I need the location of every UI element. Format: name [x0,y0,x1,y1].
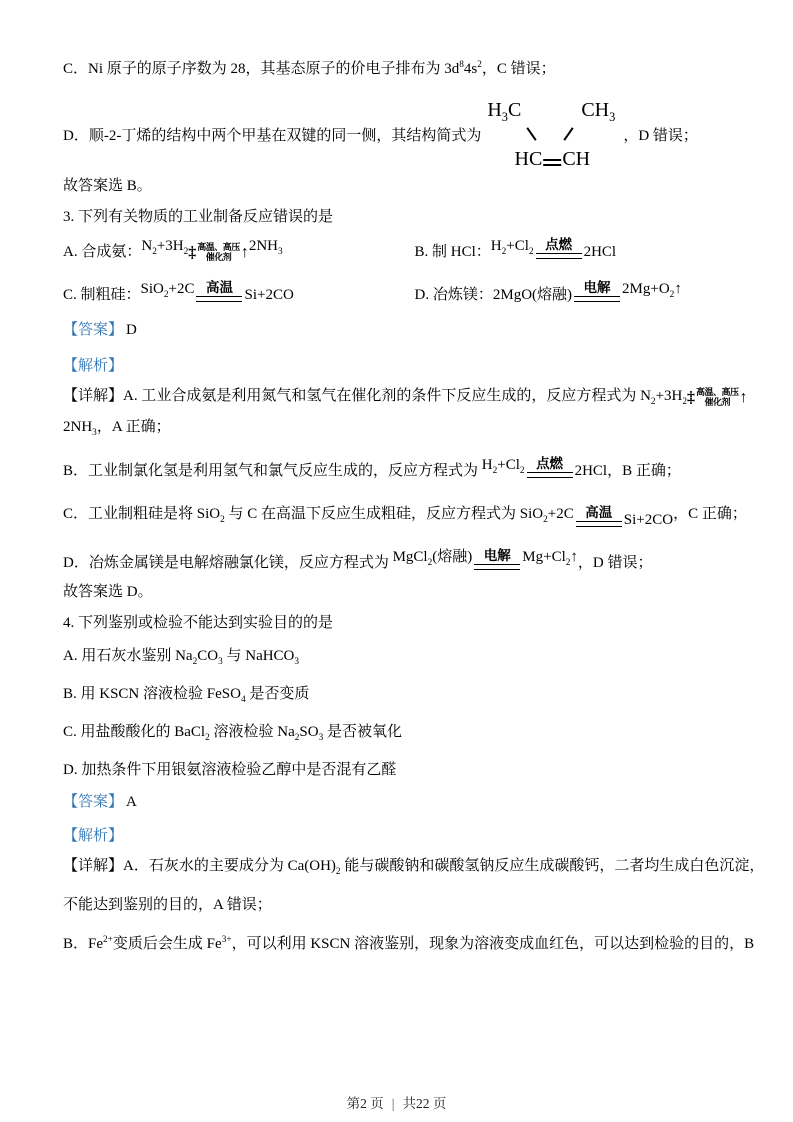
q3-option-c [63,280,415,305]
q3-answer-value: D [126,322,137,338]
equation-silicon [520,505,673,530]
double-line [196,296,242,302]
q3-option-b-label: B. 制 HCl： [414,244,491,260]
q3-option-d-label: D. 冶炼镁： [414,287,493,303]
question-4-title: 4. 下列鉴别或检验不能达到实验目的的是 [63,615,334,632]
answer-label: 【答案】 [63,794,124,811]
q3-detail-a-line2: $2NH_3$，A 正确； [63,419,171,439]
condition-bottom: 催化剂 [205,252,232,262]
q3-option-a [63,237,415,262]
condition-label: 点燃 [545,237,573,252]
equation-magnesium-chloride [393,548,578,573]
q2-option-c-analysis: C．Ni 原子的原子序数为 28，其基态原子的价电子排布为 $3d^84s^2$，C 错误； [63,60,556,77]
double-line [536,253,582,259]
q3-detail-b-text: B．工业制氯化氢是利用氢气和氯气反应生成的，反应方程式为 [63,463,482,480]
q3-detail-c-verdict: ，C 正确； [673,506,747,523]
double-line [574,296,620,302]
equilibrium-arrow-glyph-left: ‡ [188,243,197,261]
q3-detail-c [63,505,747,530]
q4-option-d: D. 加热条件下用银氨溶液检验乙醇中是否混有乙醛 [63,762,397,779]
q3-options-row-2 [63,280,739,305]
eq-right: Si+2CO [623,512,674,529]
double-line [527,472,573,478]
double-line [576,521,622,527]
page-footer [0,1092,793,1112]
q3-option-a-label: A. 合成氨： [63,244,142,260]
equilibrium-arrow-glyph-right: ↑ [739,388,748,406]
q3-option-d [415,280,739,305]
analysis-label: 【解析】 [63,358,124,374]
eq-left: SiO$_2$+2C [519,506,574,526]
question-3-title: 3. 下列有关物质的工业制备反应错误的是 [63,209,334,225]
equation-hcl [491,237,616,262]
answer-label: 【答案】 [63,322,124,338]
eq-right: $Mg+Cl_2↑$ [522,549,578,569]
eq-left: 2MgO(熔融) [492,287,573,303]
butene-ch-right: CH [562,148,591,170]
condition-label: 高温 [585,505,613,521]
eq-left: $H_2+Cl_2$ [481,457,525,477]
q3-detail-a [63,387,748,412]
equilibrium-arrow [687,387,748,407]
q3-option-c-label: C. 制粗硅： [63,287,141,303]
condition-bottom: 催化剂 [704,397,731,407]
q3-detail-c-text: C．工业制粗硅是将 SiO$_2$ 与 C 在高温下反应生成粗硅，反应方程式为 [63,506,520,526]
equilibrium-conditions [197,242,240,262]
q3-detail-d [63,548,739,573]
equilibrium-conditions [696,387,739,407]
cis-2-butene-structure [485,99,619,170]
condition-top: 高温、高压 [696,387,739,397]
butene-ch-left: HC [514,148,543,170]
equation-hcl [482,456,607,481]
eq-right: 2HCl [574,463,608,480]
q2-conclusion: 故答案选 B。 [63,178,152,194]
q4-detail-a-line1: 【详解】A．石灰水的主要成分为 $Ca(OH)_2$ 能与碳酸钠和碳酸氢钠反应生成碳酸钙，二者均生成白色沉淀， [63,858,765,878]
equilibrium-arrow-glyph-right: ↑ [240,243,249,261]
condition-label: 高温 [205,280,233,295]
q3-detail-b-verdict: ，B 正确； [607,463,681,480]
condition-label: 点燃 [536,456,564,472]
q3-detail-d-verdict: ，D 错误； [577,555,653,572]
q3-detail-b [63,456,739,481]
analysis-label: 【解析】 [63,828,124,845]
eq-left: SiO$_2$+2C [140,281,195,300]
q4-option-c: C. 用盐酸酸化的 BaCl$_2$ 溶液检验 $Na_2SO_3$ 是否被氧化 [63,724,403,744]
q4-answer-value: A [126,794,137,811]
q4-analysis-label [63,827,739,846]
eq-left: $H_2+Cl_2$ [490,238,534,257]
q3-detail-a-text: 【详解】A. 工业合成氨是利用氮气和氢气在催化剂的条件下反应生成的，反应方程式为 $N_2+3H_2$ [63,388,688,408]
equation-magnesium [493,280,682,305]
eq-right: Si+2CO [244,287,294,303]
reaction-condition [474,548,520,570]
butene-single-bond-left [527,127,537,140]
reaction-condition [527,456,573,478]
equilibrium-arrow [188,242,249,262]
q3-options-row-1 [63,237,739,262]
equilibrium-arrow-glyph-left: ‡ [687,388,696,406]
q2-option-d-verdict: ，D 错误； [623,127,698,144]
reaction-condition [576,505,622,527]
eq-left: $N_2+3H_2$ [141,238,189,257]
q3-conclusion: 故答案选 D。 [63,584,153,601]
q2-option-d-analysis [63,99,739,170]
condition-top: 高温、高压 [197,242,240,252]
q4-option-a: A. 用石灰水鉴别 $Na_2CO_3$ 与 NaHCO$_3$ [63,648,300,668]
reaction-condition [196,280,242,302]
q3-answer-line [63,321,739,340]
q3-detail-d-text: D．冶炼金属镁是电解熔融氯化镁，反应方程式为 [63,555,393,572]
q4-detail-b: B．$Fe^{2+}$变质后会生成 $Fe^{3+}$，可以利用 KSCN 溶液鉴别，现象为溶液变成血红色，可以达到检验的目的，B [63,935,755,953]
butene-double-bond [543,159,561,166]
butene-methyl-left: $H_3C$ [487,99,522,124]
reaction-condition [574,280,620,302]
equation-ammonia-synthesis [141,237,282,262]
condition-label: 电解 [583,280,611,295]
eq-right: $2NH_3$ [248,238,283,257]
eq-left: MgCl$_2$(熔融) [392,549,473,569]
q4-option-b: B. 用 KSCN 溶液检验 FeSO$_4$ 是否变质 [63,686,310,706]
footer-separator: | [391,1096,395,1111]
q3-option-b [415,237,739,262]
double-line [474,564,520,570]
butene-single-bond-right [564,127,574,140]
eq-right: 2HCl [583,244,617,260]
q2-option-d-text: D．顺-2-丁烯的结构中两个甲基在双键的同一侧，其结构简式为 [63,127,482,144]
butene-methyl-right: $CH_3$ [581,99,616,124]
q3-analysis-label [63,357,739,376]
footer-total-pages: 共22 页 [402,1096,447,1111]
condition-label: 电解 [483,548,511,564]
footer-page-number: 第2 页 [346,1096,384,1111]
reaction-condition [536,237,582,259]
equation-silicon [141,280,294,305]
butene-double-bond-row [515,150,591,169]
eq-right: $2Mg+O_2↑$ [622,281,682,300]
q4-answer-line [63,793,739,812]
q4-detail-a-line2: 不能达到鉴别的目的，A 错误； [63,897,272,914]
